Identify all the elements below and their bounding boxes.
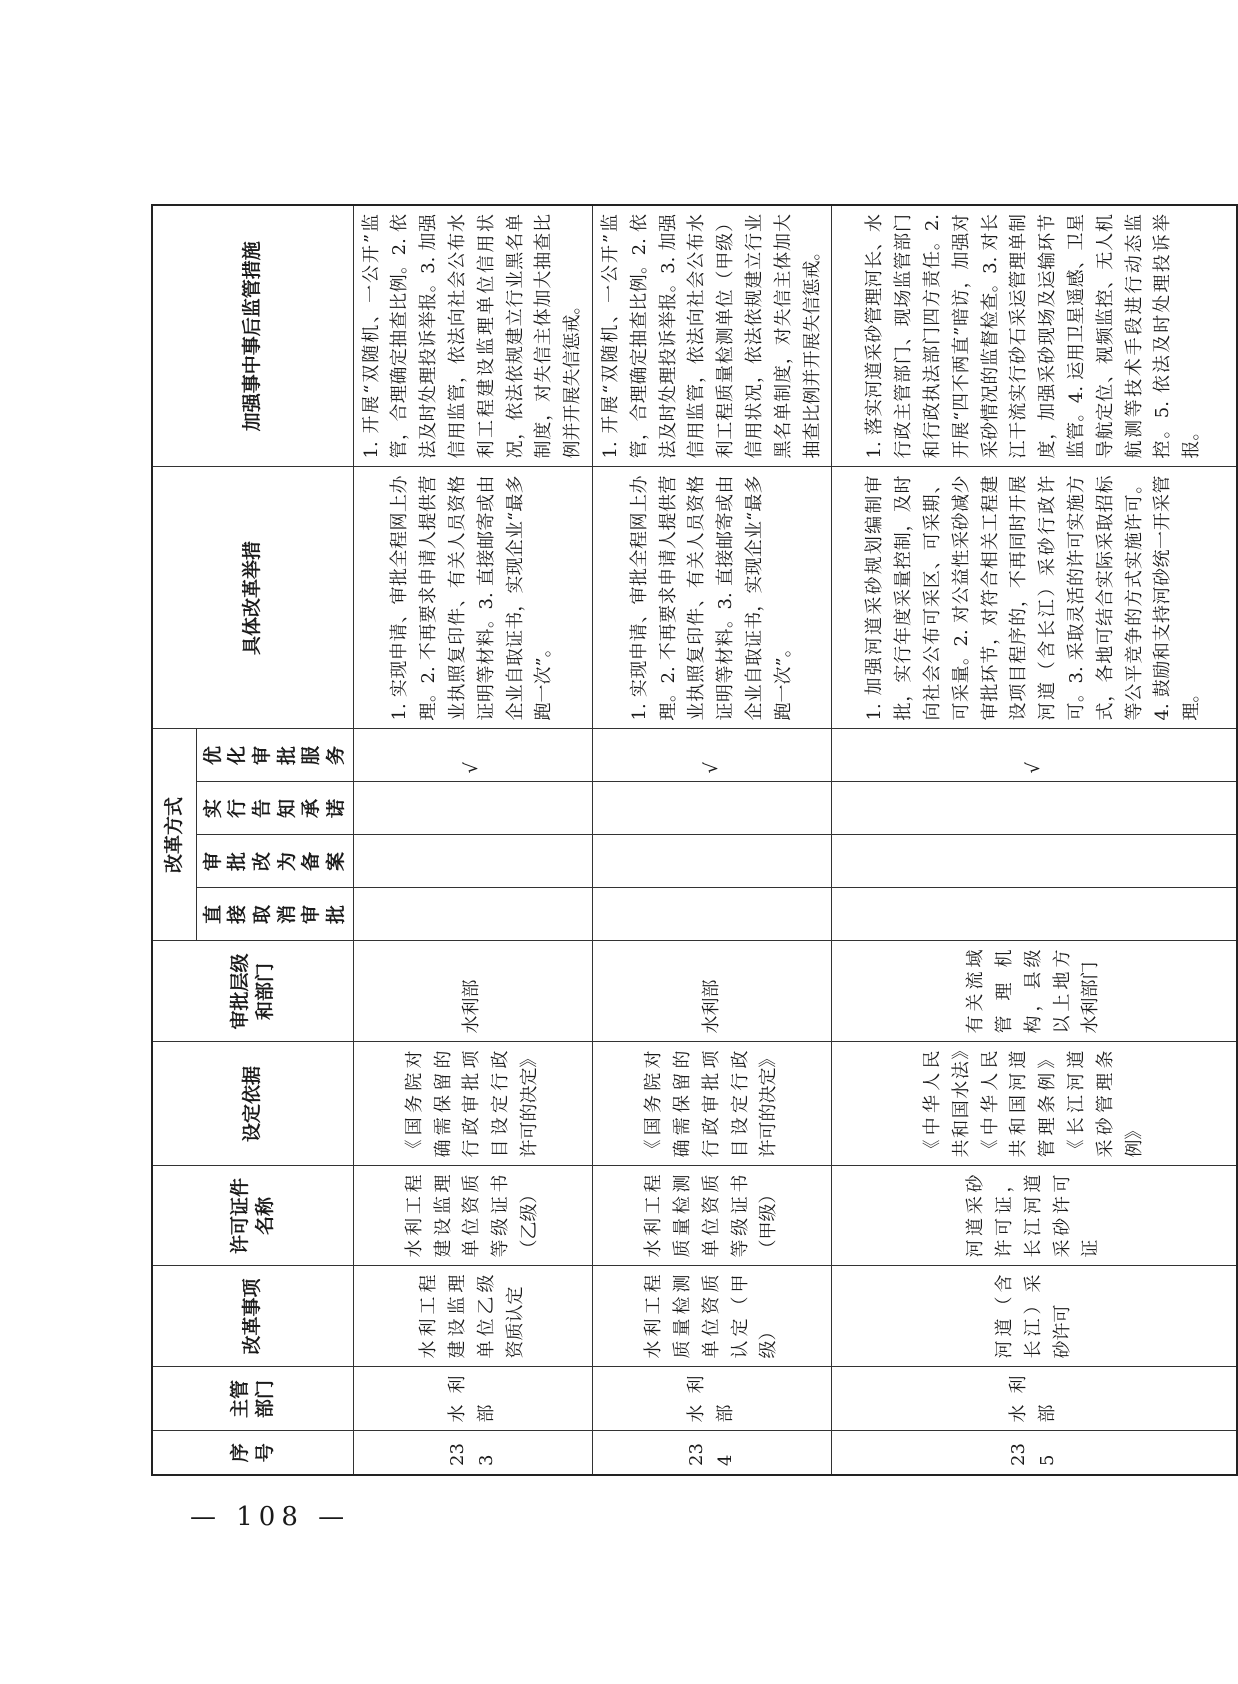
row-method-cancel [353,888,592,941]
row-dept: 水利部 [593,1367,832,1431]
row-basis: 《国务院对确需保留的行政审批项目设定行政许可的决定》 [353,1042,592,1166]
row-seq: 235 [832,1431,1237,1475]
row-basis: 《中华人民共和国水法》《中华人民共和国河道管理条例》《长江河道采砂管理条例》 [832,1042,1237,1166]
row-method-cancel [593,888,832,941]
row-method-filing [832,835,1237,888]
row-method-cancel [832,888,1237,941]
reform-table [151,204,1238,1476]
header-dept: 主管部门 [152,1367,353,1431]
row-license: 河道采砂许可证，长江河道采砂许可证 [832,1166,1237,1266]
row-seq: 234 [593,1431,832,1475]
header-approval: 审批层级和部门 [152,941,353,1042]
header-method-notify: 实行告知承诺 [196,782,353,835]
header-method-optimize: 优化审批服务 [196,729,353,782]
row-method-filing [593,835,832,888]
check-mark: √ [353,729,592,782]
row-seq: 233 [353,1431,592,1475]
header-basis: 设定依据 [152,1042,353,1166]
header-method-group: 改革方式 [152,729,196,941]
check-mark: √ [832,729,1237,782]
header-method-filing: 审批改为备案 [196,835,353,888]
row-method-notify [832,782,1237,835]
table-row [593,205,832,1475]
table-row [832,205,1237,1475]
row-dept: 水利部 [832,1367,1237,1431]
row-dept: 水利部 [353,1367,592,1431]
row-basis: 《国务院对确需保留的行政审批项目设定行政许可的决定》 [593,1042,832,1166]
row-approval: 有关流域管理机构，县级以上地方水利部门 [832,941,1237,1042]
row-approval: 水利部 [353,941,592,1042]
row-supervision: 1. 落实河道采砂管理河长、水行政主管部门、现场监管部门和行政执法部门四方责任。2. 开展“四不两直”暗访，加强对采砂情况的监督检查。3. 对长江干流实行砂石采运管理单制度，加强采砂现场及运输环节监管。4. 运用卫星遥感、卫星导航定位、视频监控、无人机航测等技术手段进行动态监控。5. 依法及时处理投诉举报。 [832,205,1237,467]
row-item: 水利工程质量检测单位资质认定（甲级） [593,1266,832,1367]
header-method-cancel: 直接取消审批 [196,888,353,941]
rotated-page-content [151,206,1203,1476]
row-method-notify [593,782,832,835]
check-mark: √ [593,729,832,782]
row-supervision: 1. 开展“双随机、一公开”监管，合理确定抽查比例。2. 依法及时处理投诉举报。3. 加强信用监管，依法向社会公布水利工程质量检测单位（甲级）信用状况，依法依规建立行业黑名单制度，对失信主体加大抽查比例并开展失信惩戒。 [593,205,832,467]
table-row [353,205,592,1475]
row-measures: 1. 实现申请、审批全程网上办理。2. 不再要求申请人提供营业执照复印件、有关人员资格证明等材料。3. 直接邮寄或由企业自取证书，实现企业“最多跑一次”。 [353,467,592,729]
row-method-notify [353,782,592,835]
row-license: 水利工程质量检测单位资质等级证书（甲级） [593,1166,832,1266]
row-item: 河道（含长江）采砂许可 [832,1266,1237,1367]
row-method-filing [353,835,592,888]
header-license: 许可证件名称 [152,1166,353,1266]
row-license: 水利工程建设监理单位资质等级证书（乙级） [353,1166,592,1266]
row-item: 水利工程建设监理单位乙级资质认定 [353,1266,592,1367]
header-seq: 序号 [152,1431,353,1475]
page-number: — 108 — [190,1502,351,1532]
header-measures: 具体改革举措 [152,467,353,729]
row-measures: 1. 实现申请、审批全程网上办理。2. 不再要求申请人提供营业执照复印件、有关人员资格证明等材料。3. 直接邮寄或由企业自取证书，实现企业“最多跑一次”。 [593,467,832,729]
row-measures: 1. 加强河道采砂规划编制审批，实行年度采量控制，及时向社会公布可采区、可采期、可采量。2. 对公益性采砂减少审批环节，对符合相关工程建设项目程序的，不再同时开展河道（含长江）采砂行政许可。3. 采取灵活的许可实施方式，各地可结合实际采取招标等公平竞争的方式实施许可。4. 鼓励和支持河砂统一开采管理。 [832,467,1237,729]
header-item: 改革事项 [152,1266,353,1367]
row-approval: 水利部 [593,941,832,1042]
header-supervision: 加强事中事后监管措施 [152,205,353,467]
row-supervision: 1. 开展“双随机、一公开”监管，合理确定抽查比例。2. 依法及时处理投诉举报。3. 加强信用监管，依法向社会公布水利工程建设监理单位信用状况，依法依规建立行业黑名单制度，对失信主体加大抽查比例并开展失信惩戒。 [353,205,592,467]
